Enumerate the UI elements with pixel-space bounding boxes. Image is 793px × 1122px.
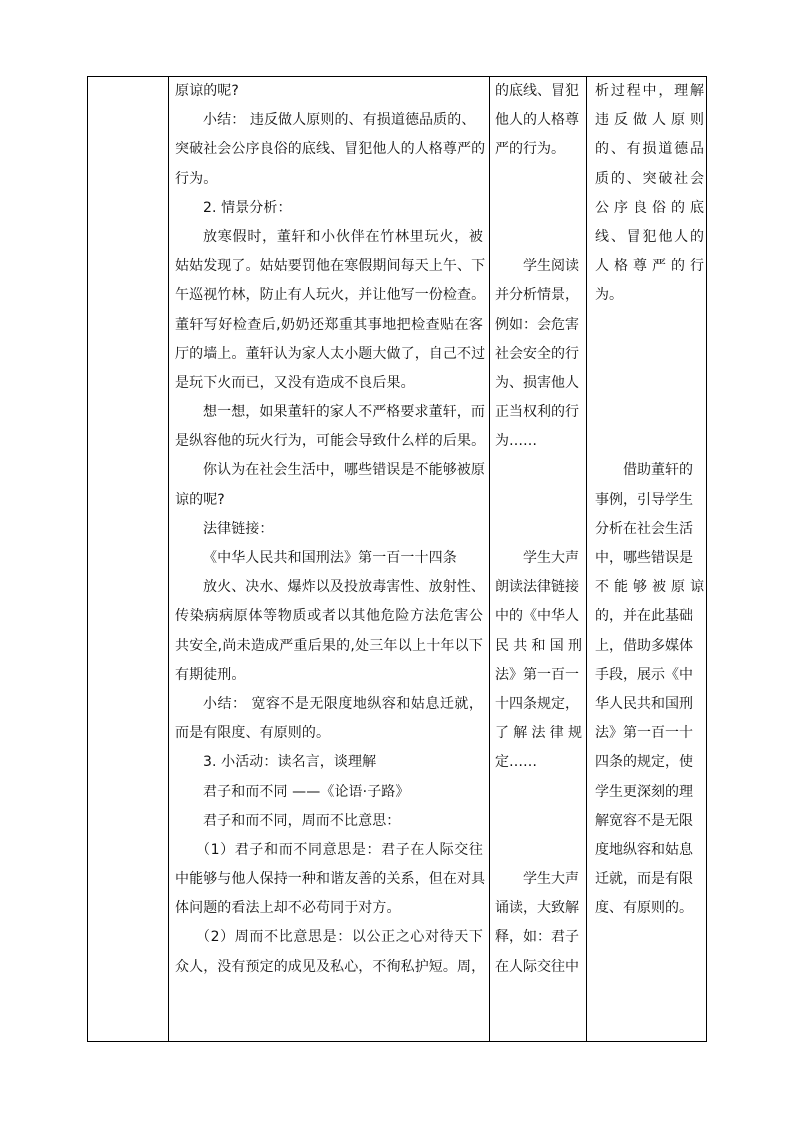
text-line: 析过程中，理解 xyxy=(595,83,704,99)
text-line: 学生阅读 xyxy=(523,258,579,275)
text-line: 董轩写好检查后,奶奶还郑重其事地把检查贴在客 xyxy=(175,316,483,333)
text-line: 中的《中华人 xyxy=(495,608,579,625)
text-line: 是纵容他的玩火行为，可能会导致什么样的后果。 xyxy=(175,433,486,450)
text-line: 他人的人格尊 xyxy=(495,112,579,129)
text-line: 并分析情景， xyxy=(495,287,579,304)
text-line: 共安全,尚未造成严重后果的,处三年以上十年以下 xyxy=(175,637,483,654)
text-line: 法》第一百一 xyxy=(495,666,579,683)
text-line: 学生大声 xyxy=(523,871,579,888)
text-line: 线、冒犯他人的 xyxy=(595,228,704,245)
text-line: 度地纵容和姑息 xyxy=(595,841,693,858)
text-line: （1）君子和而不同意思是：君子在人际交往 xyxy=(196,841,483,858)
text-line: 3. 小活动：读名言，谈理解 xyxy=(203,754,377,771)
student-activity-column xyxy=(489,77,586,1041)
text-line: 君子和而不同 ——《论语·子路》 xyxy=(203,783,410,800)
text-line: 正当权利的行 xyxy=(495,404,579,421)
text-line: 了解法律规 xyxy=(495,725,582,742)
text-line: 例如：会危害 xyxy=(495,316,579,333)
text-line: 《中华人民共和国刑法》第一百一十四条 xyxy=(203,550,457,566)
text-line: 华人民共和国刑 xyxy=(595,695,693,712)
text-line: 诵读，大致解 xyxy=(495,900,579,917)
text-line: 传染病病原体等物质或者以其他危险方法危害公 xyxy=(175,608,483,625)
text-line: 度、有原则的。 xyxy=(595,900,693,917)
text-line: 不能够被原谅 xyxy=(595,579,704,596)
text-line: 质的、突破社会 xyxy=(595,170,704,187)
text-line: 君子和而不同，周而不比意思： xyxy=(203,812,401,829)
text-line: 分析在社会生活 xyxy=(595,520,693,537)
text-line: 定…… xyxy=(495,754,537,771)
text-line: 为。 xyxy=(595,287,623,304)
text-line: 小结： 宽容不是无限度地纵容和姑息迁就， xyxy=(203,695,483,712)
text-line: 你认为在社会生活中，哪些错误是不能够被原 xyxy=(203,462,485,479)
text-line: 突破社会公序良俗的底线、冒犯他人的人格尊严的 xyxy=(175,141,486,158)
text-line: 借助董轩的 xyxy=(623,462,693,479)
text-line: 解宽容不是无限 xyxy=(595,812,693,829)
text-line: 四条的规定，使 xyxy=(595,754,693,771)
text-line: 人格尊严的行 xyxy=(595,258,704,275)
text-line: 的、有损道德品 xyxy=(595,141,704,158)
text-line: 小结： 违反做人原则的、有损道德品质的、 xyxy=(203,112,476,129)
text-line: 的底线、冒犯 xyxy=(495,83,579,99)
text-line: 谅的呢? xyxy=(175,491,225,508)
text-line: 的，并在此基础 xyxy=(595,608,693,625)
text-line: 严的行为。 xyxy=(495,141,565,158)
text-line: 在人际交往中 xyxy=(495,958,579,975)
text-line: 中，哪些错误是 xyxy=(595,550,693,566)
text-line: 中能够与他人保持一种和谐友善的关系，但在对具 xyxy=(175,871,486,888)
text-line: 上，借助多媒体 xyxy=(595,637,693,654)
text-line: 民共和国刑 xyxy=(495,637,582,654)
text-line: 体问题的看法上却不必苟同于对方。 xyxy=(175,900,401,917)
text-line: 十四条规定， xyxy=(495,695,579,712)
text-line: 朗读法律链接 xyxy=(495,579,579,596)
text-line: 午巡视竹林，防止有人玩火，并让他写一份检查。 xyxy=(175,287,486,304)
text-line: 迁就，而是有限 xyxy=(595,871,693,888)
design-intent-column xyxy=(586,77,708,1041)
text-line: 学生更深刻的理 xyxy=(595,783,693,800)
text-line: 放寒假时，董轩和小伙伴在竹林里玩火，被 xyxy=(203,228,483,245)
text-line: 学生大声 xyxy=(523,550,579,566)
text-line: 为…… xyxy=(495,433,537,450)
teaching-content-column xyxy=(168,77,489,1041)
text-line: 公序良俗的底 xyxy=(595,199,704,216)
lesson-plan-table xyxy=(87,76,707,1042)
text-line: 原谅的呢? xyxy=(175,83,239,99)
text-line: 是玩下火而已，又没有造成不良后果。 xyxy=(175,374,415,391)
text-line: 法律链接： xyxy=(203,520,274,537)
text-line: 手段，展示《中 xyxy=(595,666,693,683)
text-line: 想一想，如果董轩的家人不严格要求董轩，而 xyxy=(203,404,485,421)
text-line: 社会安全的行 xyxy=(495,345,579,362)
stage-column xyxy=(88,77,168,1041)
text-line: 为、损害他人 xyxy=(495,374,579,391)
text-line: 释，如：君子 xyxy=(495,929,579,946)
text-line: 放火、决水、爆炸以及投放毒害性、放射性、 xyxy=(203,579,485,596)
text-line: 有期徒刑。 xyxy=(175,666,246,683)
text-line: 厅的墙上。董轩认为家人太小题大做了，自己不过 xyxy=(175,345,486,362)
text-line: 2. 情景分析： xyxy=(203,199,292,216)
text-line: 众人，没有预定的成见及私心，不徇私护短。周， xyxy=(175,958,486,975)
text-line: 姑姑发现了。姑姑要罚他在寒假期间每天上午、下 xyxy=(175,258,486,275)
text-line: 行为。 xyxy=(175,170,218,187)
text-line: 违反做人原则 xyxy=(595,112,704,129)
text-line: 而是有限度、有原则的。 xyxy=(175,725,331,742)
text-line: 法》第一百一十 xyxy=(595,725,693,742)
text-line: 事例，引导学生 xyxy=(595,491,693,508)
text-line: （2）周而不比意思是：以公正之心对待天下 xyxy=(196,929,483,946)
